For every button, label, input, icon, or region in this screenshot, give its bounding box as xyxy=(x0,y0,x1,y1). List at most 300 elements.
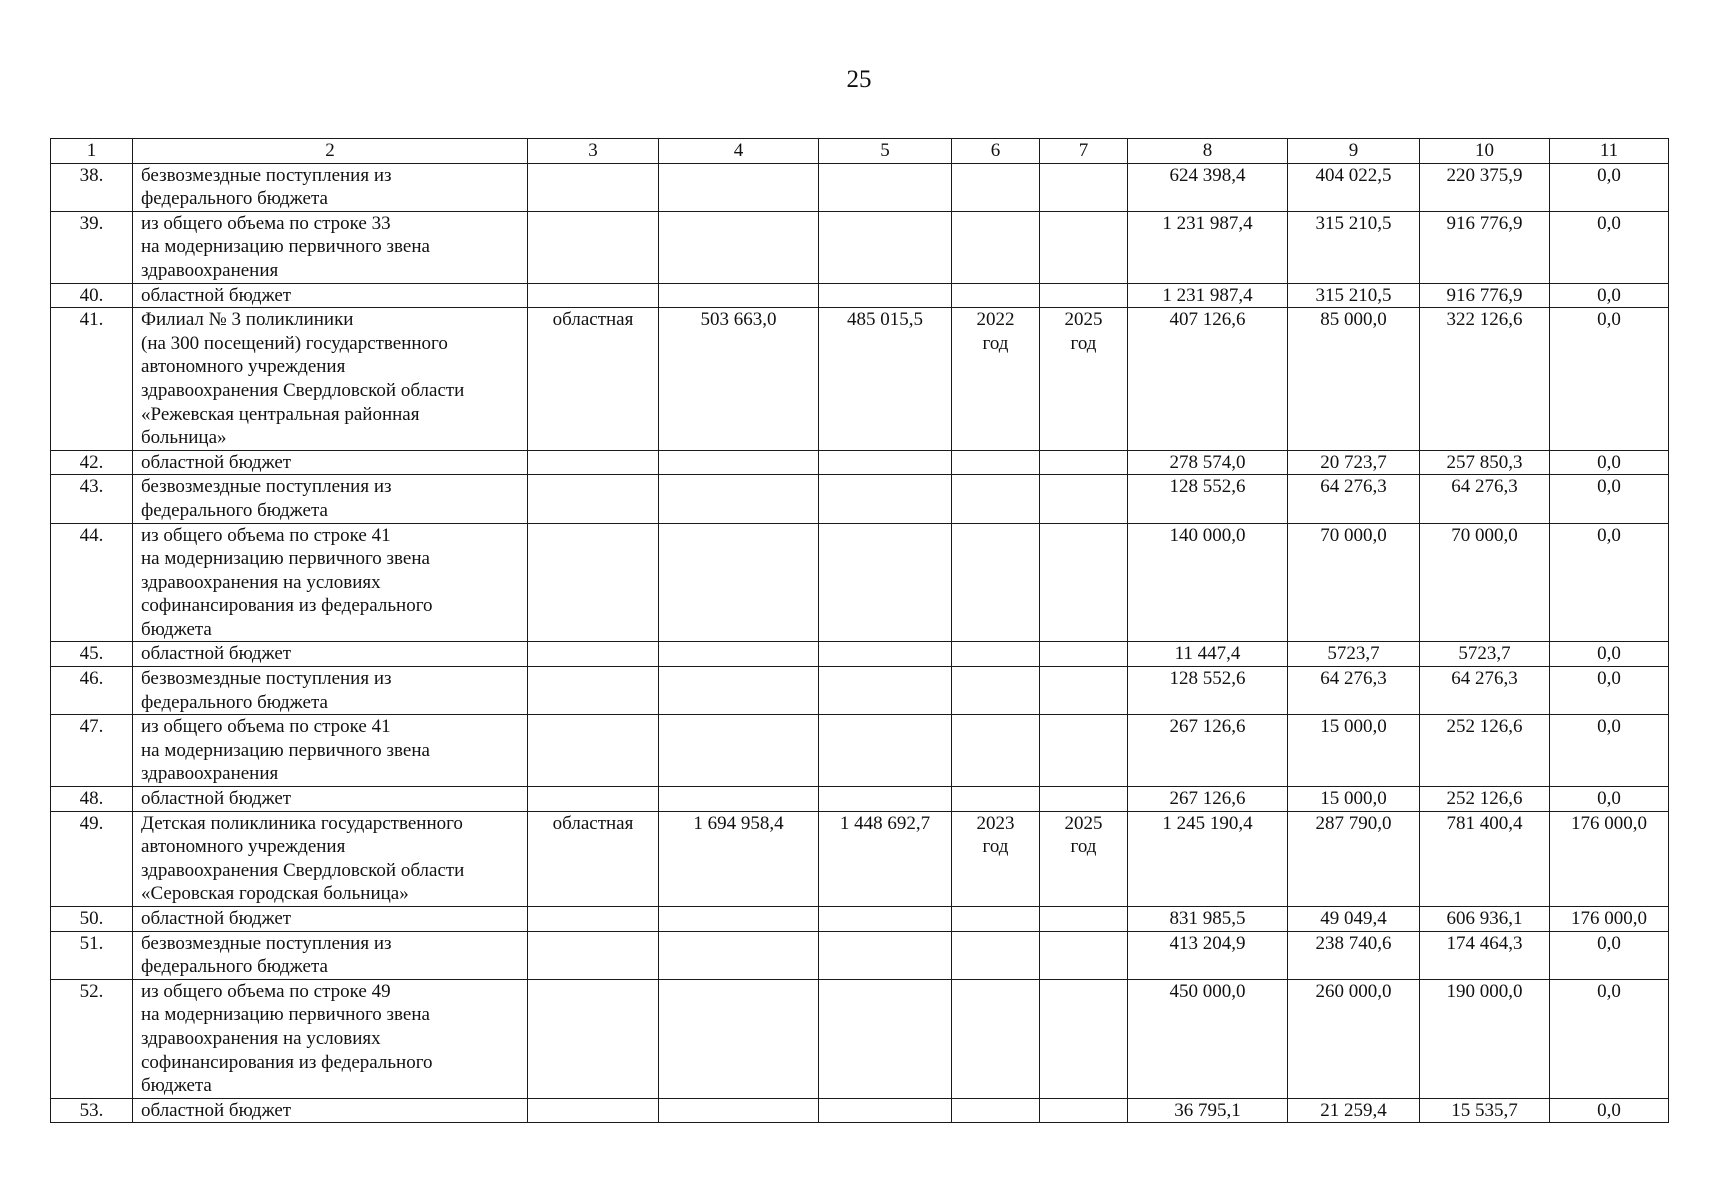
row-number-cell xyxy=(51,211,133,283)
funding-col-11-cell xyxy=(1550,979,1669,1098)
funding-col-10-text: 5723,7 xyxy=(1458,643,1511,665)
item-name-line: автономного учреждения xyxy=(141,836,346,858)
table-row xyxy=(51,283,1669,308)
funding-col-10-text: 781 400,4 xyxy=(1446,812,1523,834)
budget-level-cell xyxy=(528,642,659,667)
item-name-cell xyxy=(133,667,528,715)
total-funding-text: 413 204,9 xyxy=(1169,932,1246,954)
end-year-line: 2025 xyxy=(1064,309,1103,331)
total-funding-text: 140 000,0 xyxy=(1169,524,1246,546)
item-name-line: федерального бюджета xyxy=(141,188,328,210)
end-year-cell xyxy=(1040,308,1128,451)
funding-col-10-cell xyxy=(1420,450,1550,475)
budget-level-cell xyxy=(528,931,659,979)
row-number-cell xyxy=(51,308,133,451)
budget-level-cell xyxy=(528,283,659,308)
row-number-cell xyxy=(51,715,133,787)
item-name-cell xyxy=(133,642,528,667)
total-cost-cell xyxy=(659,931,819,979)
table-row xyxy=(51,979,1669,1098)
column-header-8: 8 xyxy=(1128,139,1288,164)
funding-col-11-cell xyxy=(1550,931,1669,979)
row-number-text: 50. xyxy=(79,908,104,929)
row-number-text: 38. xyxy=(79,164,104,186)
funding-col-10-cell xyxy=(1420,907,1550,932)
total-funding-cell xyxy=(1128,811,1288,906)
table-row xyxy=(51,931,1669,979)
funding-col-9-text: 315 210,5 xyxy=(1315,284,1392,306)
item-name-line: из общего объема по строке 41 xyxy=(141,716,391,738)
budget-level-cell xyxy=(528,211,659,283)
funding-col-10-text: 174 464,3 xyxy=(1446,932,1523,954)
funding-col-10-cell xyxy=(1420,787,1550,812)
estimated-cost-text: 485 015,5 xyxy=(847,309,923,331)
total-funding-cell xyxy=(1128,1098,1288,1123)
total-funding-text: 267 126,6 xyxy=(1169,788,1246,810)
funding-col-10-text: 190 000,0 xyxy=(1446,980,1523,1002)
item-name-line: областной бюджет xyxy=(141,451,292,473)
item-name-line: здравоохранения Свердловской области xyxy=(141,859,465,881)
row-number-cell xyxy=(51,667,133,715)
budget-level-cell xyxy=(528,163,659,211)
start-year-cell xyxy=(952,211,1040,283)
funding-col-10-text: 252 126,6 xyxy=(1446,716,1523,738)
item-name-line: безвозмездные поступления из xyxy=(141,164,392,186)
start-year-line: год xyxy=(982,332,1009,354)
funding-col-9-cell xyxy=(1288,931,1420,979)
total-funding-cell xyxy=(1128,667,1288,715)
budget-level-cell xyxy=(528,1098,659,1123)
item-name-line: федерального бюджета xyxy=(141,691,328,713)
funding-col-9-cell xyxy=(1288,979,1420,1098)
row-number-text: 49. xyxy=(79,812,104,834)
budget-level-cell xyxy=(528,450,659,475)
total-funding-text: 1 231 987,4 xyxy=(1162,212,1253,234)
funding-col-10-cell xyxy=(1420,523,1550,642)
estimated-cost-text: 1 448 692,7 xyxy=(839,812,931,834)
total-cost-cell xyxy=(659,475,819,523)
table-row xyxy=(51,667,1669,715)
item-name-cell xyxy=(133,907,528,932)
funding-col-11-cell xyxy=(1550,308,1669,451)
estimated-cost-cell xyxy=(819,811,952,906)
funding-col-11-text: 0,0 xyxy=(1597,212,1621,234)
table-row xyxy=(51,811,1669,906)
total-funding-text: 450 000,0 xyxy=(1169,980,1246,1002)
total-funding-text: 1 245 190,4 xyxy=(1162,812,1253,834)
item-name-line: здравоохранения на условиях xyxy=(141,1027,381,1049)
funding-col-9-text: 70 000,0 xyxy=(1320,524,1387,546)
total-cost-cell xyxy=(659,1098,819,1123)
item-name-cell xyxy=(133,787,528,812)
funding-col-9-text: 20 723,7 xyxy=(1320,451,1387,473)
funding-col-9-text: 21 259,4 xyxy=(1320,1099,1387,1121)
total-funding-text: 11 447,4 xyxy=(1174,643,1241,665)
funding-col-9-text: 404 022,5 xyxy=(1315,164,1392,186)
funding-col-9-text: 15 000,0 xyxy=(1320,716,1387,738)
start-year-cell xyxy=(952,907,1040,932)
total-funding-text: 407 126,6 xyxy=(1169,309,1246,331)
row-number-cell xyxy=(51,811,133,906)
funding-col-11-cell xyxy=(1550,715,1669,787)
item-name-line: софинансирования из федерального xyxy=(141,1051,433,1073)
funding-col-10-text: 15 535,7 xyxy=(1451,1099,1518,1121)
estimated-cost-cell xyxy=(819,642,952,667)
budget-level-cell xyxy=(528,523,659,642)
end-year-cell xyxy=(1040,450,1128,475)
table-row xyxy=(51,163,1669,211)
total-funding-cell xyxy=(1128,523,1288,642)
funding-col-9-cell xyxy=(1288,907,1420,932)
funding-col-11-text: 0,0 xyxy=(1597,643,1621,665)
start-year-line: год xyxy=(982,836,1009,858)
total-funding-text: 128 552,6 xyxy=(1169,668,1246,690)
table-row xyxy=(51,211,1669,283)
row-number-text: 42. xyxy=(79,451,104,473)
item-name-line: федерального бюджета xyxy=(141,499,328,521)
funding-col-9-text: 5723,7 xyxy=(1327,643,1380,665)
row-number-cell xyxy=(51,1098,133,1123)
total-cost-cell xyxy=(659,450,819,475)
funding-col-10-text: 252 126,6 xyxy=(1446,788,1523,810)
total-cost-cell xyxy=(659,163,819,211)
total-cost-cell xyxy=(659,979,819,1098)
total-cost-cell xyxy=(659,523,819,642)
funding-col-10-cell xyxy=(1420,475,1550,523)
start-year-cell xyxy=(952,523,1040,642)
table-row xyxy=(51,475,1669,523)
item-name-line: областной бюджет xyxy=(141,788,292,810)
end-year-line: 2025 xyxy=(1064,812,1103,834)
item-name-cell xyxy=(133,450,528,475)
row-number-cell xyxy=(51,283,133,308)
end-year-cell xyxy=(1040,907,1128,932)
item-name-line: федерального бюджета xyxy=(141,956,328,978)
total-funding-cell xyxy=(1128,450,1288,475)
row-number-text: 41. xyxy=(79,309,104,331)
funding-col-9-text: 64 276,3 xyxy=(1320,476,1387,498)
row-number-cell xyxy=(51,931,133,979)
estimated-cost-cell xyxy=(819,787,952,812)
total-cost-cell xyxy=(659,787,819,812)
item-name-line: из общего объема по строке 49 xyxy=(141,980,391,1002)
funding-col-10-cell xyxy=(1420,642,1550,667)
funding-col-10-cell xyxy=(1420,715,1550,787)
total-funding-cell xyxy=(1128,211,1288,283)
end-year-cell xyxy=(1040,642,1128,667)
end-year-cell xyxy=(1040,787,1128,812)
funding-col-11-cell xyxy=(1550,642,1669,667)
item-name-line: из общего объема по строке 33 xyxy=(141,212,391,234)
funding-col-10-text: 257 850,3 xyxy=(1446,451,1523,473)
end-year-cell xyxy=(1040,523,1128,642)
item-name-cell xyxy=(133,715,528,787)
item-name-line: безвозмездные поступления из xyxy=(141,932,392,954)
estimated-cost-cell xyxy=(819,1098,952,1123)
item-name-line: здравоохранения xyxy=(141,259,279,281)
total-funding-text: 624 398,4 xyxy=(1169,164,1246,186)
total-funding-cell xyxy=(1128,787,1288,812)
end-year-line: год xyxy=(1070,332,1097,354)
table-row xyxy=(51,523,1669,642)
column-header-6: 6 xyxy=(952,139,1040,164)
total-funding-cell xyxy=(1128,283,1288,308)
start-year-cell xyxy=(952,450,1040,475)
funding-col-9-cell xyxy=(1288,163,1420,211)
funding-col-10-cell xyxy=(1420,211,1550,283)
funding-col-10-cell xyxy=(1420,811,1550,906)
row-number-text: 39. xyxy=(79,212,104,234)
item-name-line: на модернизацию первичного звена xyxy=(141,1004,430,1026)
total-funding-cell xyxy=(1128,642,1288,667)
start-year-cell xyxy=(952,163,1040,211)
total-funding-cell xyxy=(1128,931,1288,979)
funding-col-10-cell xyxy=(1420,667,1550,715)
item-name-cell xyxy=(133,523,528,642)
end-year-cell xyxy=(1040,811,1128,906)
estimated-cost-cell xyxy=(819,715,952,787)
column-header-7: 7 xyxy=(1040,139,1128,164)
row-number-text: 45. xyxy=(79,643,104,665)
item-name-line: областной бюджет xyxy=(141,908,292,929)
estimated-cost-cell xyxy=(819,667,952,715)
row-number-cell xyxy=(51,450,133,475)
funding-col-11-text: 176 000,0 xyxy=(1571,908,1647,929)
table-row xyxy=(51,907,1669,932)
funding-col-11-cell xyxy=(1550,907,1669,932)
estimated-cost-cell xyxy=(819,308,952,451)
row-number-text: 43. xyxy=(79,476,104,498)
item-name-line: бюджета xyxy=(141,618,212,640)
budget-level-cell xyxy=(528,475,659,523)
end-year-cell xyxy=(1040,283,1128,308)
budget-level-cell xyxy=(528,787,659,812)
table-body xyxy=(51,163,1669,1123)
funding-col-9-cell xyxy=(1288,787,1420,812)
funding-col-10-cell xyxy=(1420,1098,1550,1123)
funding-col-11-text: 0,0 xyxy=(1597,1099,1621,1121)
funding-col-9-cell xyxy=(1288,715,1420,787)
start-year-cell xyxy=(952,811,1040,906)
budget-level-cell xyxy=(528,811,659,906)
item-name-line: безвозмездные поступления из xyxy=(141,476,392,498)
row-number-text: 51. xyxy=(79,932,104,954)
total-funding-text: 831 985,5 xyxy=(1169,908,1246,929)
item-name-line: (на 300 посещений) государственного xyxy=(141,332,448,354)
funding-col-9-text: 315 210,5 xyxy=(1315,212,1392,234)
item-name-line: на модернизацию первичного звена xyxy=(141,548,430,570)
total-funding-text: 267 126,6 xyxy=(1169,716,1246,738)
funding-col-11-cell xyxy=(1550,667,1669,715)
budget-level-cell xyxy=(528,715,659,787)
funding-col-9-text: 49 049,4 xyxy=(1320,908,1387,929)
start-year-cell xyxy=(952,931,1040,979)
item-name-line: областной бюджет xyxy=(141,643,292,665)
funding-col-11-cell xyxy=(1550,283,1669,308)
start-year-cell xyxy=(952,283,1040,308)
estimated-cost-cell xyxy=(819,523,952,642)
column-header-9: 9 xyxy=(1288,139,1420,164)
column-header-11: 11 xyxy=(1550,139,1669,164)
funding-col-9-cell xyxy=(1288,450,1420,475)
funding-col-10-text: 64 276,3 xyxy=(1451,668,1518,690)
estimated-cost-cell xyxy=(819,907,952,932)
funding-col-9-cell xyxy=(1288,642,1420,667)
funding-col-9-text: 85 000,0 xyxy=(1320,309,1387,331)
funding-col-10-text: 70 000,0 xyxy=(1451,524,1518,546)
funding-col-9-text: 260 000,0 xyxy=(1315,980,1392,1002)
item-name-line: здравоохранения Свердловской области xyxy=(141,379,465,401)
budget-level-cell xyxy=(528,979,659,1098)
funding-col-9-text: 64 276,3 xyxy=(1320,668,1387,690)
funding-col-11-text: 0,0 xyxy=(1597,788,1621,810)
budget-level-cell xyxy=(528,907,659,932)
start-year-cell xyxy=(952,715,1040,787)
item-name-cell xyxy=(133,979,528,1098)
column-header-3: 3 xyxy=(528,139,659,164)
total-funding-cell xyxy=(1128,979,1288,1098)
row-number-text: 40. xyxy=(79,284,104,306)
budget-table xyxy=(50,138,1669,1123)
total-funding-text: 278 574,0 xyxy=(1169,451,1246,473)
total-cost-cell xyxy=(659,811,819,906)
funding-col-10-text: 916 776,9 xyxy=(1446,284,1523,306)
funding-col-10-cell xyxy=(1420,931,1550,979)
column-header-4: 4 xyxy=(659,139,819,164)
funding-col-10-cell xyxy=(1420,283,1550,308)
funding-col-9-text: 287 790,0 xyxy=(1315,812,1392,834)
item-name-line: на модернизацию первичного звена xyxy=(141,739,430,761)
item-name-cell xyxy=(133,308,528,451)
total-funding-cell xyxy=(1128,715,1288,787)
funding-col-11-text: 0,0 xyxy=(1597,476,1621,498)
funding-col-11-text: 0,0 xyxy=(1597,524,1621,546)
table-row xyxy=(51,787,1669,812)
start-year-cell xyxy=(952,667,1040,715)
funding-col-10-text: 606 936,1 xyxy=(1446,908,1523,929)
table-row xyxy=(51,642,1669,667)
total-cost-text: 503 663,0 xyxy=(700,309,777,331)
column-header-1: 1 xyxy=(51,139,133,164)
start-year-line: 2022 xyxy=(976,309,1015,331)
funding-col-11-cell xyxy=(1550,523,1669,642)
start-year-cell xyxy=(952,308,1040,451)
end-year-cell xyxy=(1040,715,1128,787)
table-row xyxy=(51,1098,1669,1123)
table-row xyxy=(51,308,1669,451)
funding-col-11-text: 0,0 xyxy=(1597,716,1621,738)
funding-col-9-cell xyxy=(1288,667,1420,715)
funding-col-10-text: 220 375,9 xyxy=(1446,164,1523,186)
row-number-cell xyxy=(51,907,133,932)
item-name-cell xyxy=(133,811,528,906)
end-year-cell xyxy=(1040,163,1128,211)
table-row xyxy=(51,450,1669,475)
item-name-line: безвозмездные поступления из xyxy=(141,668,392,690)
item-name-line: Детская поликлиника государственного xyxy=(141,812,463,834)
row-number-text: 48. xyxy=(79,788,104,810)
funding-col-9-cell xyxy=(1288,211,1420,283)
column-header-5: 5 xyxy=(819,139,952,164)
row-number-text: 52. xyxy=(79,980,104,1002)
total-funding-text: 128 552,6 xyxy=(1169,476,1246,498)
funding-col-11-cell xyxy=(1550,1098,1669,1123)
row-number-cell xyxy=(51,787,133,812)
item-name-line: бюджета xyxy=(141,1075,212,1097)
funding-col-10-cell xyxy=(1420,308,1550,451)
end-year-cell xyxy=(1040,1098,1128,1123)
total-cost-text: 1 694 958,4 xyxy=(693,812,784,834)
row-number-cell xyxy=(51,523,133,642)
item-name-line: Филиал № 3 поликлиники xyxy=(141,309,354,331)
start-year-cell xyxy=(952,1098,1040,1123)
start-year-line: 2023 xyxy=(976,812,1015,834)
funding-col-9-cell xyxy=(1288,1098,1420,1123)
funding-col-11-text: 0,0 xyxy=(1597,284,1621,306)
start-year-cell xyxy=(952,642,1040,667)
funding-col-10-cell xyxy=(1420,979,1550,1098)
row-number-text: 46. xyxy=(79,668,104,690)
funding-col-11-text: 0,0 xyxy=(1597,668,1621,690)
end-year-cell xyxy=(1040,979,1128,1098)
start-year-cell xyxy=(952,979,1040,1098)
item-name-line: из общего объема по строке 41 xyxy=(141,524,391,546)
budget-level-cell xyxy=(528,308,659,451)
estimated-cost-cell xyxy=(819,283,952,308)
funding-col-10-text: 322 126,6 xyxy=(1446,309,1523,331)
end-year-cell xyxy=(1040,931,1128,979)
item-name-line: больница» xyxy=(141,427,227,449)
total-funding-text: 36 795,1 xyxy=(1174,1099,1241,1121)
total-cost-cell xyxy=(659,642,819,667)
funding-col-11-cell xyxy=(1550,163,1669,211)
item-name-line: областной бюджет xyxy=(141,1099,292,1121)
total-funding-text: 1 231 987,4 xyxy=(1162,284,1253,306)
funding-col-11-text: 0,0 xyxy=(1597,932,1621,954)
column-header-2: 2 xyxy=(133,139,528,164)
total-funding-cell xyxy=(1128,907,1288,932)
total-funding-cell xyxy=(1128,475,1288,523)
funding-col-9-text: 238 740,6 xyxy=(1315,932,1392,954)
item-name-line: на модернизацию первичного звена xyxy=(141,236,430,258)
end-year-cell xyxy=(1040,211,1128,283)
row-number-cell xyxy=(51,642,133,667)
table-row xyxy=(51,715,1669,787)
total-cost-cell xyxy=(659,907,819,932)
item-name-line: здравоохранения xyxy=(141,763,279,785)
table-header-row xyxy=(51,139,1669,164)
funding-col-9-cell xyxy=(1288,811,1420,906)
item-name-line: «Серовская городская больница» xyxy=(141,883,409,905)
item-name-cell xyxy=(133,931,528,979)
budget-level-cell xyxy=(528,667,659,715)
estimated-cost-cell xyxy=(819,475,952,523)
total-funding-cell xyxy=(1128,163,1288,211)
total-cost-cell xyxy=(659,283,819,308)
funding-col-11-text: 0,0 xyxy=(1597,980,1621,1002)
item-name-line: «Режевская центральная районная xyxy=(141,403,420,425)
total-cost-cell xyxy=(659,667,819,715)
funding-col-11-cell xyxy=(1550,211,1669,283)
funding-col-11-cell xyxy=(1550,811,1669,906)
estimated-cost-cell xyxy=(819,979,952,1098)
row-number-cell xyxy=(51,979,133,1098)
end-year-line: год xyxy=(1070,836,1097,858)
total-funding-cell xyxy=(1128,308,1288,451)
row-number-text: 44. xyxy=(79,524,104,546)
end-year-cell xyxy=(1040,667,1128,715)
item-name-cell xyxy=(133,475,528,523)
